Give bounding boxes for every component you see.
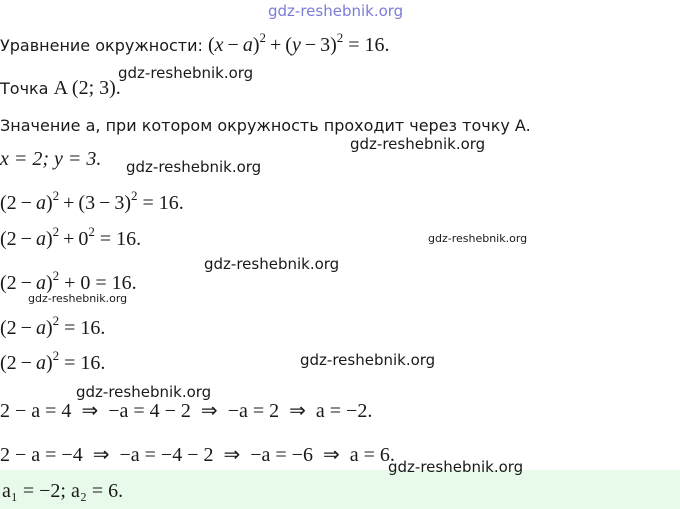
case-1-eq-2: −a = 4 − 2	[108, 400, 191, 422]
substitution-line: x = 2; y = 3.	[0, 148, 102, 170]
step-5: $(2 - a)^2 = 16$.	[0, 348, 106, 374]
case-2-line	[0, 442, 395, 467]
implies-icon: ⇒	[200, 400, 218, 422]
point-label: Точка	[0, 79, 54, 98]
implies-icon: ⇒	[322, 444, 340, 466]
case-2-eq-3: −a = −6	[250, 444, 313, 466]
circle-equation-line	[0, 30, 390, 57]
watermark: gdz-reshebnik.org	[204, 255, 340, 273]
step-2: $(2 - a)^2 + 0^2 = 16$.	[0, 224, 142, 250]
implies-icon: ⇒	[289, 400, 306, 422]
watermark: gdz-reshebnik.org	[350, 135, 486, 153]
point-line	[0, 77, 121, 100]
implies-icon: ⇒	[92, 444, 110, 466]
implies-icon: ⇒	[81, 400, 99, 422]
case-1-line	[0, 398, 372, 423]
case-2-eq-1: 2 − a = −4	[0, 444, 83, 466]
case-2-eq-2: −a = −4 − 2	[119, 444, 214, 466]
step-3: $(2 - a)^2 + 0 = 16$.	[0, 268, 137, 294]
answer-line: a₁ = −2; a₂ = 6.	[2, 480, 124, 502]
watermark: gdz-reshebnik.org	[428, 232, 528, 245]
watermark-top: gdz-reshebnik.org	[268, 2, 404, 20]
equation-label: Уравнение окружности:	[0, 36, 208, 55]
case-1-eq-1: 2 − a = 4	[0, 400, 72, 422]
watermark: gdz-reshebnik.org	[300, 351, 436, 369]
watermark: gdz-reshebnik.org	[28, 292, 128, 305]
case-1-eq-3: −a = 2	[227, 400, 280, 422]
case-2-eq-4: a = 6.	[349, 444, 395, 466]
equation-formula: $(x - a)^2 + (y - 3)^2 = 16$.	[207, 30, 390, 56]
watermark: gdz-reshebnik.org	[126, 158, 262, 176]
watermark: gdz-reshebnik.org	[76, 383, 212, 401]
step-1: $(2 - a)^2 + (3 - 3)^2 = 16$.	[0, 188, 184, 214]
watermark: gdz-reshebnik.org	[388, 458, 524, 476]
step-4: $(2 - a)^2 = 16$.	[0, 313, 106, 339]
case-1-eq-4: a = −2.	[315, 400, 373, 422]
condition-text: Значение a, при котором окружность проходит через точку A.	[0, 116, 531, 135]
implies-icon: ⇒	[223, 444, 241, 466]
point-coords: A (2; 3).	[53, 77, 121, 99]
watermark: gdz-reshebnik.org	[118, 64, 254, 82]
